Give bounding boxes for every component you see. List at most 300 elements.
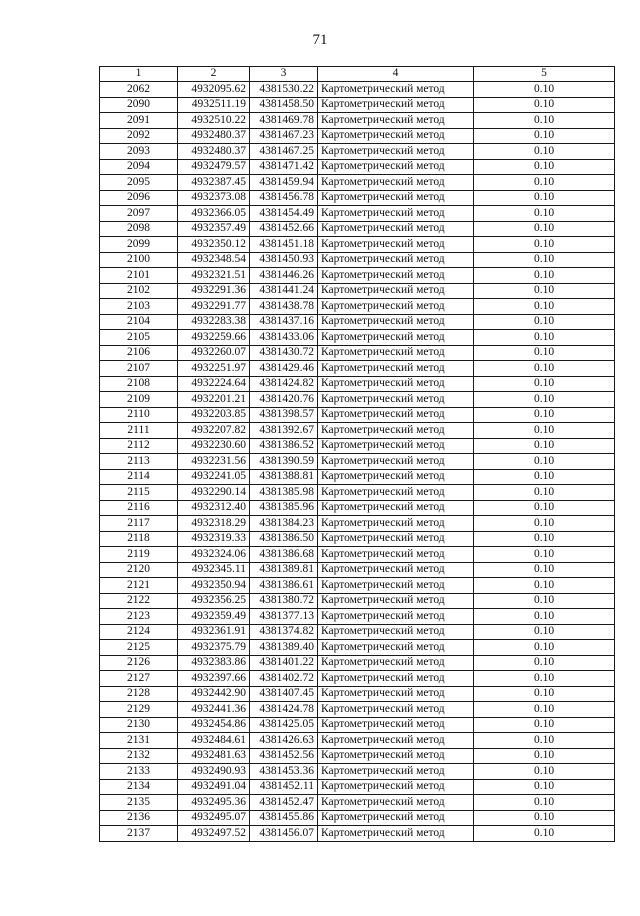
cell-y-coordinate: 4381407.45 [250,686,318,702]
table-row [100,144,615,160]
cell-method: Картометрический метод [318,810,474,826]
cell-point-number: 2111 [100,423,178,439]
table-row [100,206,615,222]
cell-error: 0.10 [474,547,615,563]
cell-y-coordinate: 4381374.82 [250,624,318,640]
table-row [100,175,615,191]
cell-method: Картометрический метод [318,702,474,718]
cell-y-coordinate: 4381450.93 [250,252,318,268]
cell-method: Картометрический метод [318,469,474,485]
cell-y-coordinate: 4381380.72 [250,593,318,609]
cell-point-number: 2098 [100,221,178,237]
table-row [100,516,615,532]
cell-x-coordinate: 4932510.22 [178,113,250,129]
cell-method: Картометрический метод [318,733,474,749]
cell-y-coordinate: 4381471.42 [250,159,318,175]
cell-y-coordinate: 4381452.56 [250,748,318,764]
cell-method: Картометрический метод [318,624,474,640]
cell-method: Картометрический метод [318,826,474,842]
cell-y-coordinate: 4381451.18 [250,237,318,253]
cell-method: Картометрический метод [318,454,474,470]
cell-error: 0.10 [474,748,615,764]
cell-point-number: 2104 [100,314,178,330]
table-row [100,113,615,129]
page-number: 71 [312,32,328,48]
cell-point-number: 2124 [100,624,178,640]
cell-y-coordinate: 4381424.78 [250,702,318,718]
cell-x-coordinate: 4932441.36 [178,702,250,718]
cell-method: Картометрический метод [318,97,474,113]
cell-point-number: 2093 [100,144,178,160]
cell-y-coordinate: 4381386.68 [250,547,318,563]
cell-method: Картометрический метод [318,795,474,811]
table-row [100,733,615,749]
cell-error: 0.10 [474,469,615,485]
table-row [100,97,615,113]
cell-method: Картометрический метод [318,423,474,439]
cell-x-coordinate: 4932361.91 [178,624,250,640]
table-row [100,640,615,656]
cell-error: 0.10 [474,640,615,656]
table-row [100,562,615,578]
cell-x-coordinate: 4932356.25 [178,593,250,609]
cell-x-coordinate: 4932454.86 [178,717,250,733]
table-row [100,283,615,299]
cell-method: Картометрический метод [318,686,474,702]
cell-x-coordinate: 4932373.08 [178,190,250,206]
cell-error: 0.10 [474,795,615,811]
table-row [100,454,615,470]
column-header-x: 2 [178,67,250,82]
cell-x-coordinate: 4932230.60 [178,438,250,454]
cell-point-number: 2131 [100,733,178,749]
cell-x-coordinate: 4932321.51 [178,268,250,284]
cell-method: Картометрический метод [318,330,474,346]
table-row [100,485,615,501]
cell-error: 0.10 [474,671,615,687]
cell-point-number: 2129 [100,702,178,718]
table-row [100,237,615,253]
table-row [100,330,615,346]
table-row [100,268,615,284]
cell-method: Картометрический метод [318,531,474,547]
cell-point-number: 2127 [100,671,178,687]
table-row [100,190,615,206]
cell-error: 0.10 [474,330,615,346]
cell-method: Картометрический метод [318,485,474,501]
cell-x-coordinate: 4932357.49 [178,221,250,237]
column-header-y: 3 [250,67,318,82]
table-row [100,764,615,780]
cell-y-coordinate: 4381425.05 [250,717,318,733]
table-row [100,469,615,485]
cell-error: 0.10 [474,717,615,733]
cell-y-coordinate: 4381384.23 [250,516,318,532]
cell-y-coordinate: 4381437.16 [250,314,318,330]
cell-error: 0.10 [474,578,615,594]
cell-x-coordinate: 4932484.61 [178,733,250,749]
table-row [100,748,615,764]
cell-point-number: 2120 [100,562,178,578]
cell-x-coordinate: 4932397.66 [178,671,250,687]
cell-method: Картометрический метод [318,113,474,129]
cell-x-coordinate: 4932231.56 [178,454,250,470]
cell-point-number: 2136 [100,810,178,826]
table-row [100,82,615,98]
table-row [100,686,615,702]
table-row [100,531,615,547]
cell-method: Картометрический метод [318,144,474,160]
table-row [100,655,615,671]
cell-y-coordinate: 4381401.22 [250,655,318,671]
cell-x-coordinate: 4932366.05 [178,206,250,222]
table-row [100,795,615,811]
cell-point-number: 2103 [100,299,178,315]
cell-method: Картометрический метод [318,407,474,423]
cell-y-coordinate: 4381386.50 [250,531,318,547]
cell-method: Картометрический метод [318,764,474,780]
cell-point-number: 2096 [100,190,178,206]
cell-error: 0.10 [474,252,615,268]
cell-method: Картометрический метод [318,299,474,315]
cell-y-coordinate: 4381389.40 [250,640,318,656]
cell-y-coordinate: 4381386.61 [250,578,318,594]
cell-error: 0.10 [474,206,615,222]
cell-y-coordinate: 4381441.24 [250,283,318,299]
cell-y-coordinate: 4381377.13 [250,609,318,625]
cell-error: 0.10 [474,779,615,795]
cell-y-coordinate: 4381467.23 [250,128,318,144]
table-row [100,810,615,826]
cell-y-coordinate: 4381385.96 [250,500,318,516]
cell-point-number: 2091 [100,113,178,129]
cell-error: 0.10 [474,516,615,532]
cell-error: 0.10 [474,500,615,516]
cell-method: Картометрический метод [318,252,474,268]
cell-method: Картометрический метод [318,314,474,330]
table-row [100,624,615,640]
cell-x-coordinate: 4932383.86 [178,655,250,671]
cell-point-number: 2106 [100,345,178,361]
table-row [100,314,615,330]
cell-point-number: 2113 [100,454,178,470]
cell-point-number: 2133 [100,764,178,780]
cell-error: 0.10 [474,733,615,749]
cell-point-number: 2108 [100,376,178,392]
cell-x-coordinate: 4932201.21 [178,392,250,408]
cell-error: 0.10 [474,237,615,253]
cell-error: 0.10 [474,624,615,640]
table-row [100,407,615,423]
cell-point-number: 2105 [100,330,178,346]
cell-point-number: 2118 [100,531,178,547]
cell-point-number: 2099 [100,237,178,253]
cell-error: 0.10 [474,609,615,625]
cell-x-coordinate: 4932319.33 [178,531,250,547]
cell-y-coordinate: 4381388.81 [250,469,318,485]
cell-x-coordinate: 4932283.38 [178,314,250,330]
cell-x-coordinate: 4932312.40 [178,500,250,516]
cell-method: Картометрический метод [318,640,474,656]
table-row [100,221,615,237]
cell-x-coordinate: 4932511.19 [178,97,250,113]
column-header-point-number: 1 [100,67,178,82]
cell-method: Картометрический метод [318,190,474,206]
cell-method: Картометрический метод [318,438,474,454]
cell-method: Картометрический метод [318,593,474,609]
cell-y-coordinate: 4381392.67 [250,423,318,439]
cell-point-number: 2134 [100,779,178,795]
cell-y-coordinate: 4381398.57 [250,407,318,423]
cell-error: 0.10 [474,810,615,826]
cell-y-coordinate: 4381446.26 [250,268,318,284]
cell-error: 0.10 [474,190,615,206]
cell-method: Картометрический метод [318,376,474,392]
cell-point-number: 2110 [100,407,178,423]
cell-error: 0.10 [474,376,615,392]
table-row [100,376,615,392]
cell-error: 0.10 [474,268,615,284]
cell-method: Картометрический метод [318,268,474,284]
table-row [100,547,615,563]
cell-method: Картометрический метод [318,82,474,98]
cell-y-coordinate: 4381453.36 [250,764,318,780]
table-row [100,392,615,408]
cell-point-number: 2115 [100,485,178,501]
cell-x-coordinate: 4932495.36 [178,795,250,811]
cell-method: Картометрический метод [318,159,474,175]
cell-y-coordinate: 4381390.59 [250,454,318,470]
cell-error: 0.10 [474,454,615,470]
cell-x-coordinate: 4932345.11 [178,562,250,578]
cell-x-coordinate: 4932095.62 [178,82,250,98]
cell-x-coordinate: 4932490.93 [178,764,250,780]
cell-x-coordinate: 4932375.79 [178,640,250,656]
cell-x-coordinate: 4932290.14 [178,485,250,501]
cell-error: 0.10 [474,97,615,113]
cell-error: 0.10 [474,144,615,160]
cell-x-coordinate: 4932348.54 [178,252,250,268]
cell-method: Картометрический метод [318,671,474,687]
cell-point-number: 2092 [100,128,178,144]
table-row [100,779,615,795]
cell-x-coordinate: 4932207.82 [178,423,250,439]
cell-point-number: 2119 [100,547,178,563]
cell-error: 0.10 [474,423,615,439]
cell-y-coordinate: 4381452.66 [250,221,318,237]
cell-point-number: 2114 [100,469,178,485]
table-row [100,717,615,733]
table-row [100,345,615,361]
cell-x-coordinate: 4932324.06 [178,547,250,563]
table-row [100,299,615,315]
cell-error: 0.10 [474,702,615,718]
cell-error: 0.10 [474,283,615,299]
table-row [100,578,615,594]
cell-point-number: 2102 [100,283,178,299]
cell-x-coordinate: 4932224.64 [178,376,250,392]
cell-y-coordinate: 4381458.50 [250,97,318,113]
cell-error: 0.10 [474,392,615,408]
table-row [100,609,615,625]
cell-point-number: 2126 [100,655,178,671]
cell-error: 0.10 [474,655,615,671]
cell-y-coordinate: 4381452.11 [250,779,318,795]
cell-y-coordinate: 4381430.72 [250,345,318,361]
cell-method: Картометрический метод [318,779,474,795]
cell-y-coordinate: 4381389.81 [250,562,318,578]
cell-y-coordinate: 4381530.22 [250,82,318,98]
cell-error: 0.10 [474,407,615,423]
cell-method: Картометрический метод [318,221,474,237]
cell-point-number: 2121 [100,578,178,594]
coordinates-table [99,66,615,842]
cell-method: Картометрический метод [318,283,474,299]
cell-error: 0.10 [474,345,615,361]
cell-point-number: 2137 [100,826,178,842]
table-row [100,361,615,377]
cell-method: Картометрический метод [318,175,474,191]
table-row [100,702,615,718]
cell-x-coordinate: 4932291.77 [178,299,250,315]
cell-error: 0.10 [474,531,615,547]
cell-y-coordinate: 4381452.47 [250,795,318,811]
cell-x-coordinate: 4932491.04 [178,779,250,795]
cell-y-coordinate: 4381385.98 [250,485,318,501]
cell-error: 0.10 [474,686,615,702]
cell-y-coordinate: 4381402.72 [250,671,318,687]
cell-x-coordinate: 4932291.36 [178,283,250,299]
cell-error: 0.10 [474,764,615,780]
cell-method: Картометрический метод [318,345,474,361]
table-row [100,500,615,516]
cell-y-coordinate: 4381429.46 [250,361,318,377]
cell-point-number: 2128 [100,686,178,702]
cell-y-coordinate: 4381469.78 [250,113,318,129]
cell-point-number: 2117 [100,516,178,532]
cell-y-coordinate: 4381433.06 [250,330,318,346]
column-header-error: 5 [474,67,615,82]
cell-x-coordinate: 4932241.05 [178,469,250,485]
table-row [100,423,615,439]
cell-method: Картометрический метод [318,237,474,253]
cell-x-coordinate: 4932480.37 [178,144,250,160]
cell-method: Картометрический метод [318,609,474,625]
cell-x-coordinate: 4932359.49 [178,609,250,625]
cell-error: 0.10 [474,438,615,454]
table-row [100,826,615,842]
cell-error: 0.10 [474,562,615,578]
cell-point-number: 2112 [100,438,178,454]
cell-x-coordinate: 4932251.97 [178,361,250,377]
cell-y-coordinate: 4381386.52 [250,438,318,454]
cell-point-number: 2090 [100,97,178,113]
cell-point-number: 2135 [100,795,178,811]
cell-x-coordinate: 4932318.29 [178,516,250,532]
cell-x-coordinate: 4932479.57 [178,159,250,175]
cell-y-coordinate: 4381456.78 [250,190,318,206]
cell-point-number: 2132 [100,748,178,764]
cell-point-number: 2100 [100,252,178,268]
cell-error: 0.10 [474,485,615,501]
cell-point-number: 2107 [100,361,178,377]
cell-point-number: 2094 [100,159,178,175]
cell-point-number: 2123 [100,609,178,625]
cell-error: 0.10 [474,128,615,144]
cell-error: 0.10 [474,361,615,377]
table-row [100,252,615,268]
cell-method: Картометрический метод [318,500,474,516]
cell-x-coordinate: 4932260.07 [178,345,250,361]
cell-x-coordinate: 4932480.37 [178,128,250,144]
cell-point-number: 2125 [100,640,178,656]
cell-error: 0.10 [474,299,615,315]
cell-method: Картометрический метод [318,655,474,671]
cell-point-number: 2095 [100,175,178,191]
cell-point-number: 2116 [100,500,178,516]
cell-y-coordinate: 4381455.86 [250,810,318,826]
table-row [100,128,615,144]
cell-error: 0.10 [474,593,615,609]
cell-y-coordinate: 4381420.76 [250,392,318,408]
table-row [100,438,615,454]
cell-y-coordinate: 4381438.78 [250,299,318,315]
cell-error: 0.10 [474,826,615,842]
cell-method: Картометрический метод [318,392,474,408]
cell-x-coordinate: 4932203.85 [178,407,250,423]
cell-point-number: 2109 [100,392,178,408]
cell-error: 0.10 [474,314,615,330]
column-header-method: 4 [318,67,474,82]
cell-x-coordinate: 4932350.12 [178,237,250,253]
table-row [100,159,615,175]
cell-method: Картометрический метод [318,206,474,222]
cell-error: 0.10 [474,113,615,129]
cell-error: 0.10 [474,159,615,175]
cell-error: 0.10 [474,82,615,98]
cell-error: 0.10 [474,175,615,191]
cell-method: Картометрический метод [318,361,474,377]
cell-method: Картометрический метод [318,547,474,563]
cell-method: Картометрический метод [318,717,474,733]
cell-x-coordinate: 4932259.66 [178,330,250,346]
cell-x-coordinate: 4932495.07 [178,810,250,826]
cell-x-coordinate: 4932442.90 [178,686,250,702]
table-row [100,671,615,687]
cell-method: Картометрический метод [318,748,474,764]
coordinates-table-body [100,67,615,842]
cell-x-coordinate: 4932497.52 [178,826,250,842]
cell-method: Картометрический метод [318,578,474,594]
cell-y-coordinate: 4381459.94 [250,175,318,191]
cell-y-coordinate: 4381424.82 [250,376,318,392]
cell-y-coordinate: 4381454.49 [250,206,318,222]
table-row [100,593,615,609]
cell-x-coordinate: 4932481.63 [178,748,250,764]
cell-point-number: 2101 [100,268,178,284]
cell-point-number: 2130 [100,717,178,733]
cell-error: 0.10 [474,221,615,237]
cell-point-number: 2062 [100,82,178,98]
cell-y-coordinate: 4381426.63 [250,733,318,749]
cell-y-coordinate: 4381456.07 [250,826,318,842]
cell-x-coordinate: 4932387.45 [178,175,250,191]
cell-method: Картометрический метод [318,562,474,578]
cell-y-coordinate: 4381467.25 [250,144,318,160]
cell-point-number: 2097 [100,206,178,222]
cell-method: Картометрический метод [318,516,474,532]
cell-x-coordinate: 4932350.94 [178,578,250,594]
